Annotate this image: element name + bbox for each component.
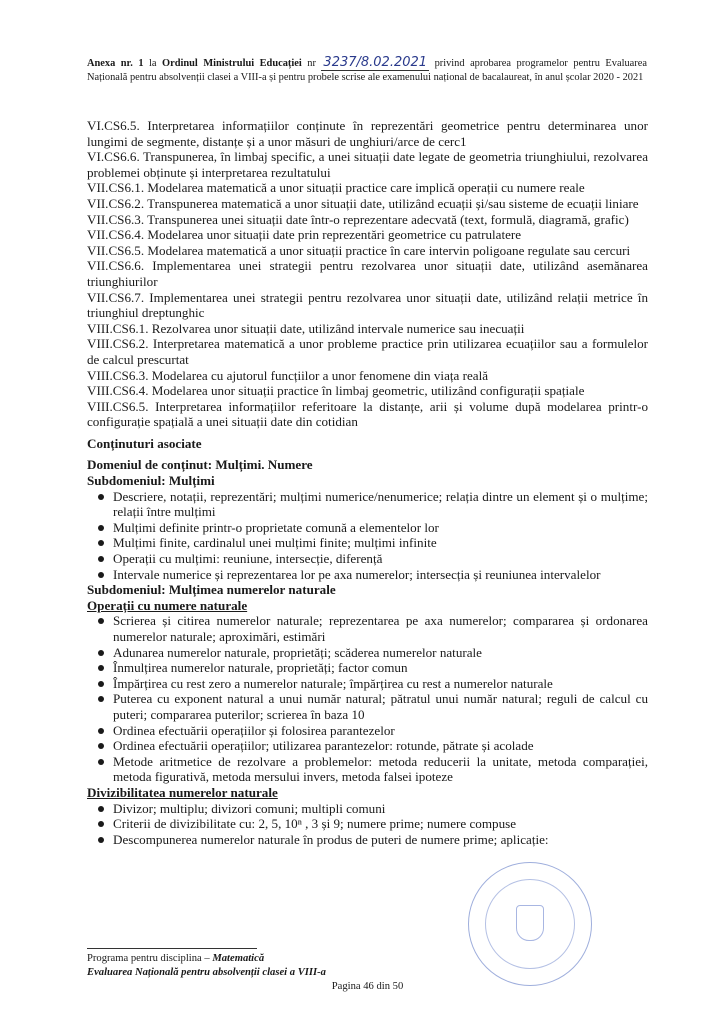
list-item: Ordinea efectuării operațiilor și folosirea parantezelor xyxy=(109,723,648,739)
list-item: Operații cu mulțimi: reuniune, intersecție, diferență xyxy=(109,551,648,567)
competency-item: VII.CS6.5. Modelarea matematică a unor situații practice în care intervin poligoane regulate sau cercuri xyxy=(87,242,631,258)
annex-label: Anexa nr. 1 xyxy=(87,58,144,69)
annex-header xyxy=(87,56,647,84)
competency-item: VII.CS6.6. Implementarea unei strategii pentru rezolvarea unor situații date, utilizând asemănarea triunghiurilor xyxy=(87,258,648,289)
list-item: Mulțimi finite, cardinalul unei mulțimi finite; mulțimi infinite xyxy=(109,535,648,551)
list-item: Scrierea și citirea numerelor naturale; reprezentarea pe axa numerelor; compararea și ordonarea numerelor naturale; aproximări, estimări xyxy=(109,613,648,644)
competency-item: VI.CS6.6. Transpunerea, în limbaj specific, a unei situații date legate de geometria triunghiului, rezolvarea problemei obținute și interpretarea rezultatului xyxy=(87,149,648,180)
footer-exam-line: Evaluarea Națională pentru absolvenții clasei a VIII-a xyxy=(87,966,326,978)
stamp-coat-of-arms xyxy=(516,905,544,941)
order-title: Ordinul Ministrului Educației xyxy=(162,58,302,69)
subdomain-sets-heading: Subdomeniul: Mulțimi xyxy=(87,473,215,489)
footer-divider xyxy=(87,948,257,949)
competency-item: VIII.CS6.2. Interpretarea matematică a unor probleme practice prin utilizarea ecuațiilor sau a formulelor de calcul prescurtat xyxy=(87,336,648,367)
competency-item: VII.CS6.4. Modelarea unor situații date prin reprezentări geometrice cu patrulatere xyxy=(87,227,522,243)
competency-item: VIII.CS6.5. Interpretarea informațiilor referitoare la distanțe, arii și volume după modelarea printr-o configurație spațială a unei situații date din cotidian xyxy=(87,398,648,430)
subdomain-natural-numbers-heading: Subdomeniul: Mulțimea numerelor naturale xyxy=(87,582,336,598)
footer-program-line xyxy=(87,952,648,966)
competency-item: VII.CS6.2. Transpunerea matematică a unor situații date, utilizând ecuații și/sau sisteme de ecuații liniare xyxy=(87,195,639,211)
page-number: Pagina 46 din 50 xyxy=(331,981,404,992)
divisibility-heading: Divizibilitatea numerelor naturale xyxy=(87,784,278,800)
list-item: Puterea cu exponent natural a unui număr natural; pătratul unui număr natural; reguli de calcul cu puteri; compararea puterilor; scrierea în baza 10 xyxy=(109,691,648,722)
competency-item: VIII.CS6.3. Modelarea cu ajutorul funcțiilor a unor fenomene din viața reală xyxy=(87,367,489,383)
list-item: Criterii de divizibilitate cu: 2, 5, 10ⁿ , 3 și 9; numere prime; numere compuse xyxy=(109,816,648,832)
order-description: privind aprobarea programelor pentru Evaluarea Națională pentru absolvenții clasei a VIII-a și pentru probele scrise ale examenului național de bacalaureat, în anul școlar 2020 - 2021 xyxy=(87,58,647,83)
list-item: Descriere, notații, reprezentări; mulțimi numerice/nenumerice; relația dintre un element și o mulțime; relații între mulțimi xyxy=(109,489,648,520)
list-item: Descompunerea numerelor naturale în produs de puteri de numere prime; aplicație: xyxy=(109,832,648,848)
competency-item: VII.CS6.1. Modelarea matematică a unor situații practice care implică operații cu numere reale xyxy=(87,180,585,196)
list-item: Intervale numerice și reprezentarea lor pe axa numerelor; intersecția și reuniunea intervalelor xyxy=(109,567,648,583)
associated-contents-heading: Conținuturi asociate xyxy=(87,435,202,451)
competency-item: VI.CS6.5. Interpretarea informațiilor conținute în reprezentări geometrice pentru determinarea unor lungimi de segmente, distanțe și a unor măsuri de unghiuri/arce de cerc1 xyxy=(87,118,648,149)
competency-item: VII.CS6.3. Transpunerea unei situații date într-o reprezentare adecvată (text, formulă, diagramă, grafic) xyxy=(87,211,629,227)
list-item: Înmulțirea numerelor naturale, proprietăți; factor comun xyxy=(109,660,648,676)
order-number-prefix: nr xyxy=(301,58,316,69)
list-item: Divizor; multiplu; divizori comuni; multipli comuni xyxy=(109,801,648,817)
page-footer xyxy=(87,948,648,994)
sets-bullet-list xyxy=(87,489,648,583)
content-domain-heading: Domeniul de conținut: Mulțimi. Numere xyxy=(87,457,313,473)
list-item: Mulțimi definite printr-o proprietate comună a elementelor lor xyxy=(109,520,648,536)
operations-bullet-list xyxy=(87,613,648,785)
competency-item: VIII.CS6.1. Rezolvarea unor situații date, utilizând intervale numerice sau inecuații xyxy=(87,320,525,336)
competency-item: VII.CS6.7. Implementarea unei strategii pentru rezolvarea unor situații date, utilizând relații metrice în triunghiul dreptunghic xyxy=(87,289,648,321)
handwritten-order-number: 3237/8.02.2021 xyxy=(323,55,428,70)
divisibility-bullet-list xyxy=(87,801,648,848)
footer-subject: Matematică xyxy=(212,953,265,964)
list-item: Adunarea numerelor naturale, proprietăți; scăderea numerelor naturale xyxy=(109,645,648,661)
annex-connector: la xyxy=(143,58,163,69)
competency-item: VIII.CS6.4. Modelarea unor situații practice în limbaj geometric, utilizând configurații spațiale xyxy=(87,383,585,399)
list-item: Ordinea efectuării operațiilor; utilizarea parantezelor: rotunde, pătrate și acolade xyxy=(109,738,648,754)
document-body xyxy=(87,118,648,847)
operations-heading: Operații cu numere naturale xyxy=(87,597,248,613)
footer-program-label: Programa pentru disciplina – xyxy=(87,953,213,964)
competencies-list xyxy=(87,118,648,430)
list-item: Împărțirea cu rest zero a numerelor naturale; împărțirea cu rest a numerelor naturale xyxy=(109,676,648,692)
list-item: Metode aritmetice de rezolvare a problemelor: metoda reducerii la unitate, metoda comparației, metoda figurativă, metoda mersului invers, metoda falsei ipoteze xyxy=(109,754,648,785)
